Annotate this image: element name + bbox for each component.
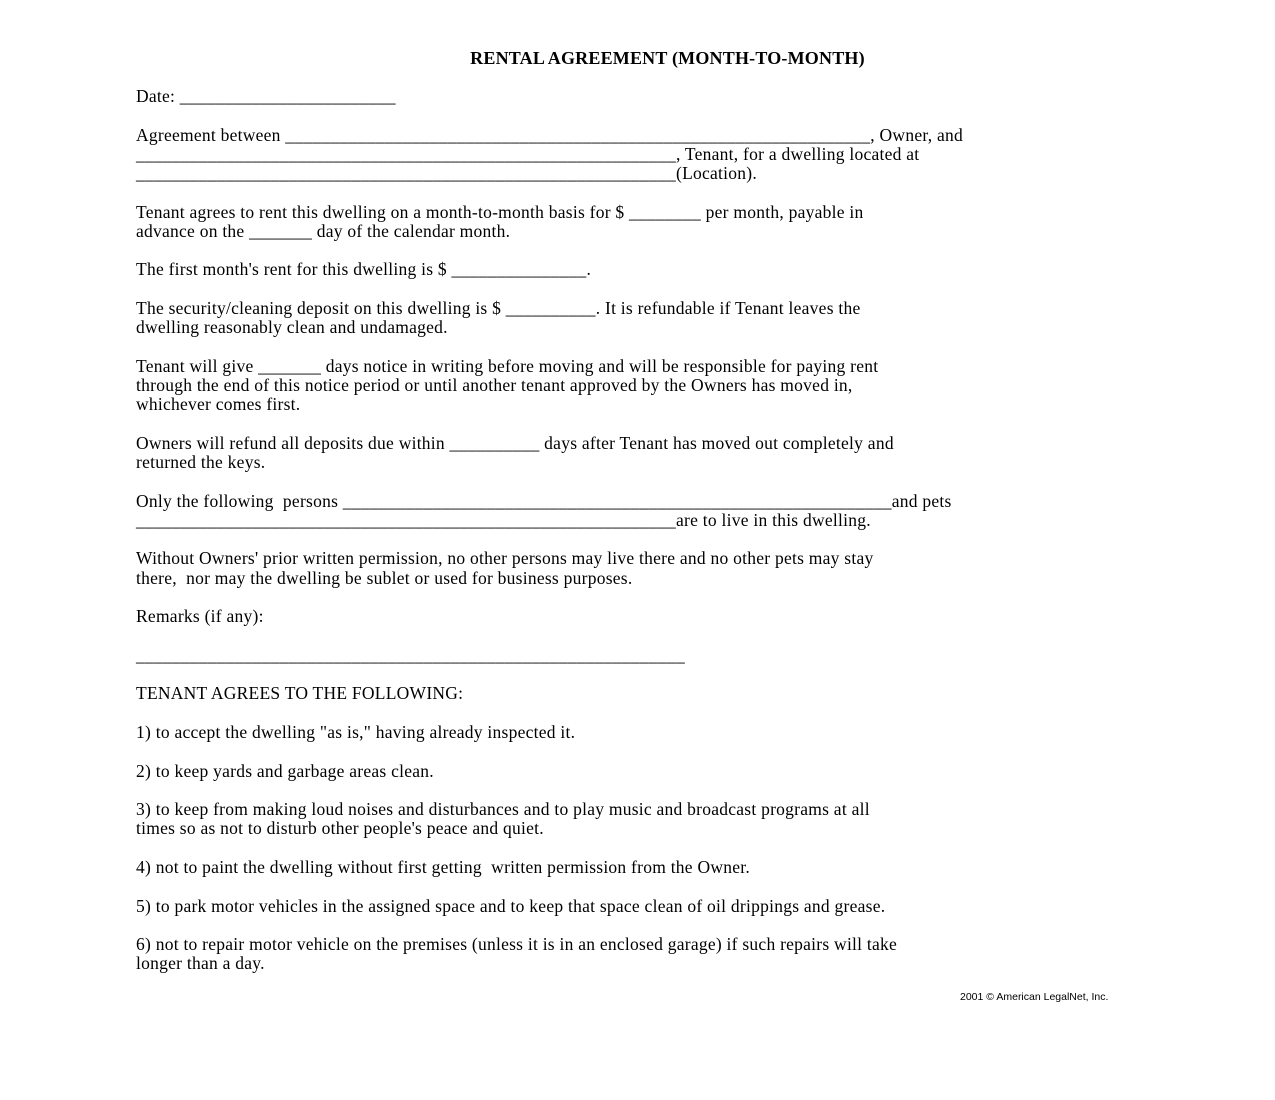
agreement-paragraph: Agreement between _________________________________________________________________, Owner, and ____________________________________________________________, Tenant, for a dwelling located at ____________________________________________________________(Location). — [136, 124, 963, 183]
remarks-line: _____________________________________________________________ — [136, 644, 685, 665]
occupants-paragraph: Only the following persons _____________________________________________________________and pets ____________________________________________________________are to live in this dwelling. — [136, 490, 952, 530]
copyright-footer: 2001 © American LegalNet, Inc. — [960, 991, 1109, 1003]
term-item: 1) to accept the dwelling "as is," having already inspected it. — [136, 721, 576, 742]
first-month-paragraph: The first month's rent for this dwelling is $ _______________. — [136, 259, 592, 280]
term-item: 4) not to paint the dwelling without first getting written permission from the Owner. — [136, 856, 750, 877]
refund-paragraph: Owners will refund all deposits due within __________ days after Tenant has moved out completely and returned the keys. — [136, 432, 894, 472]
document-title: RENTAL AGREEMENT (MONTH-TO-MONTH) — [470, 48, 865, 68]
remarks-label: Remarks (if any): — [136, 606, 264, 627]
term-item: 5) to park motor vehicles in the assigned space and to keep that space clean of oil drippings and grease. — [136, 895, 886, 916]
tenant-agrees-heading: TENANT AGREES TO THE FOLLOWING: — [136, 683, 464, 704]
rent-terms-paragraph: Tenant agrees to rent this dwelling on a month-to-month basis for $ ________ per month, payable in advance on the _______ day of the calendar month. — [136, 201, 864, 241]
term-item: 3) to keep from making loud noises and disturbances and to play music and broadcast programs at all times so as not to disturb other people's peace and quiet. — [136, 799, 870, 839]
permission-paragraph: Without Owners' prior written permission, no other persons may live there and no other pets may stay there, nor may the dwelling be sublet or used for business purposes. — [136, 548, 874, 588]
deposit-paragraph: The security/cleaning deposit on this dwelling is $ __________. It is refundable if Tenant leaves the dwelling reasonably clean and undamaged. — [136, 297, 861, 338]
document-body — [136, 87, 1216, 993]
term-item: 6) not to repair motor vehicle on the premises (unless it is in an enclosed garage) if such repairs will take longer than a day. — [136, 934, 898, 974]
term-item: 2) to keep yards and garbage areas clean. — [136, 760, 434, 781]
date-field: Date: ________________________ — [136, 86, 396, 106]
notice-paragraph: Tenant will give _______ days notice in writing before moving and will be responsible for paying rent through the end of this notice period or until another tenant approved by the Owners has moved in, whichever comes first. — [136, 355, 879, 415]
